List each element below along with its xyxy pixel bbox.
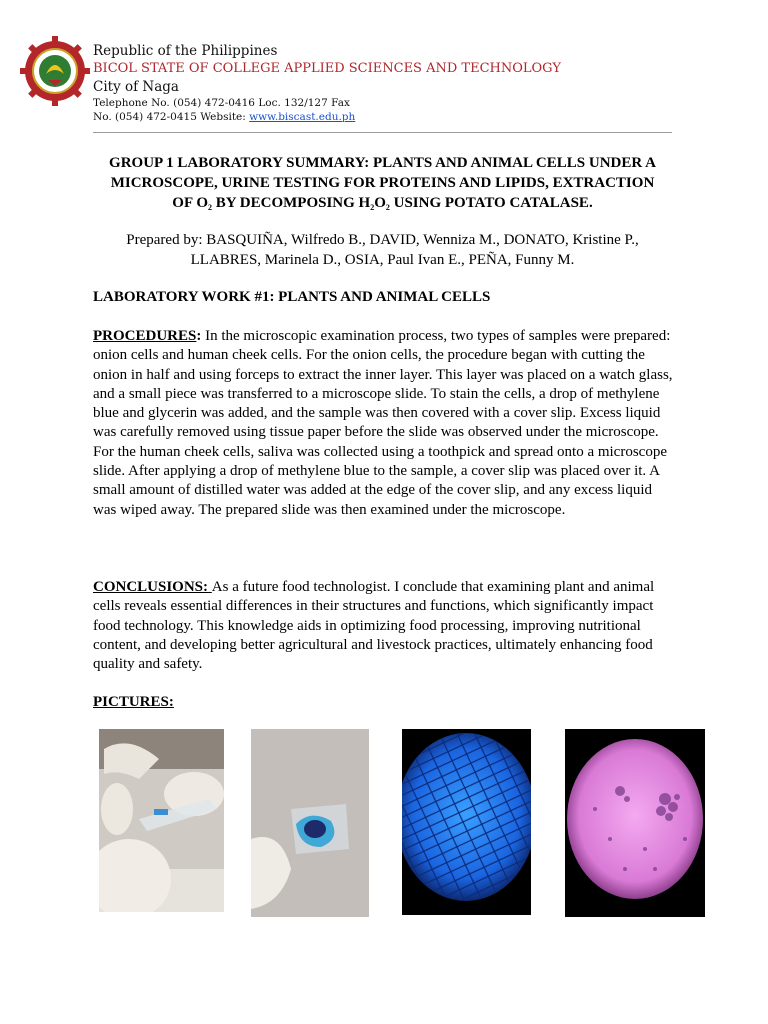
website-link[interactable]: www.biscast.edu.ph — [249, 111, 356, 123]
institution-seal-logo — [18, 36, 94, 106]
header-city: City of Naga — [93, 79, 179, 95]
photo-cheek-cells-microscope — [565, 729, 705, 917]
photo-stained-sample-slide — [251, 729, 369, 917]
header-fax: No. (054) 472-0415 Website: — [93, 111, 250, 123]
pictures-label: PICTURES: — [93, 694, 174, 710]
procedures-text: In the microscopic examination process, two types of samples were prepared: onion cells and human cheek cells. For the onion cells, the procedure began with cutting the onion in half and using forceps to extract the inner layer. This layer was placed on a watch glass, and a small piece was transferred to a microscope slide. To stain the cells, a drop of methylene blue and glycerin was added, and the sample was then covered with a cover slip. Excess liquid was carefully removed using tissue paper before the slide was observed under the microscope. — [93, 328, 673, 441]
procedures-section: PROCEDURES: In the microscopic examination process, two types of samples were prepared: onion cells and human cheek cells. For the onion cells, the procedure began with cutting the onion in half and using forceps to extract the inner layer. This layer was placed on a watch glass, and a small piece was transferred to a microscope slide. To stain the cells, a drop of methylene blue and glycerin was added, and the sample was then covered with a cover slip. Excess liquid was carefully removed using tissue paper before the slide was observed under the microscope. For the human cheek cells, saliva was collected using a toothpick and spread onto a microscope slide. After applying a drop of methylene blue to the sample, a cover slip was placed over it. A small amount of distilled water was added at the edge of the cover slip, and any excess liquid was wiped away. The prepared slide was then examined under the microscope. — [93, 327, 675, 520]
photo-gloved-hands-slide — [99, 729, 224, 912]
header-telephone: Telephone No. (054) 472-0416 Loc. 132/127 Fax — [93, 97, 350, 109]
procedures-text-cheek: For the human cheek cells, saliva was collected using a toothpick and spread onto a microscope slide. After applying a drop of methylene blue to the sample, a cover slip was placed over it. A small amount of distilled water was added at the edge of the cover slip, and any excess liquid was wiped away. The prepared slide was then examined under the microscope. — [93, 443, 667, 518]
conclusions-section — [93, 578, 675, 674]
conclusions-label: CONCLUSIONS: — [93, 579, 212, 595]
institution-header — [93, 42, 561, 124]
header-institution-name: BICOL STATE OF COLLEGE APPLIED SCIENCES AND TECHNOLOGY — [93, 61, 561, 76]
lab-work-heading: LABORATORY WORK #1: PLANTS AND ANIMAL CELLS — [93, 289, 491, 305]
prepared-by: Prepared by: BASQUIÑA, Wilfredo B., DAVID, Wenniza M., DONATO, Kristine P., LLABRES, Marinela D., OSIA, Paul Ivan E., PEÑA, Funny M. — [126, 232, 639, 268]
photo-onion-cells-microscope — [402, 729, 531, 915]
conclusions-text: As a future food technologist. I conclude that examining plant and animal cells reveals essential differences in their structures and functions, which significantly impact food technology. This knowledge aids in optimizing food processing, improving nutritional content, and developing better agricultural and livestock practices, ultimately enhancing food quality and safety. — [93, 579, 655, 673]
header-divider — [93, 132, 672, 133]
procedures-label: PROCEDURES — [93, 328, 197, 344]
header-fax-website — [93, 110, 561, 124]
document-title: GROUP 1 LABORATORY SUMMARY: PLANTS AND ANIMAL CELLS UNDER A MICROSCOPE, URINE TESTING FOR PROTEINS AND LIPIDS, EXTRACTION OF $O_2$ BY DECOMPOSING $H_2O_2$ USING POTATO CATALASE. — [109, 155, 656, 212]
header-republic: Republic of the Philippines — [93, 43, 278, 59]
